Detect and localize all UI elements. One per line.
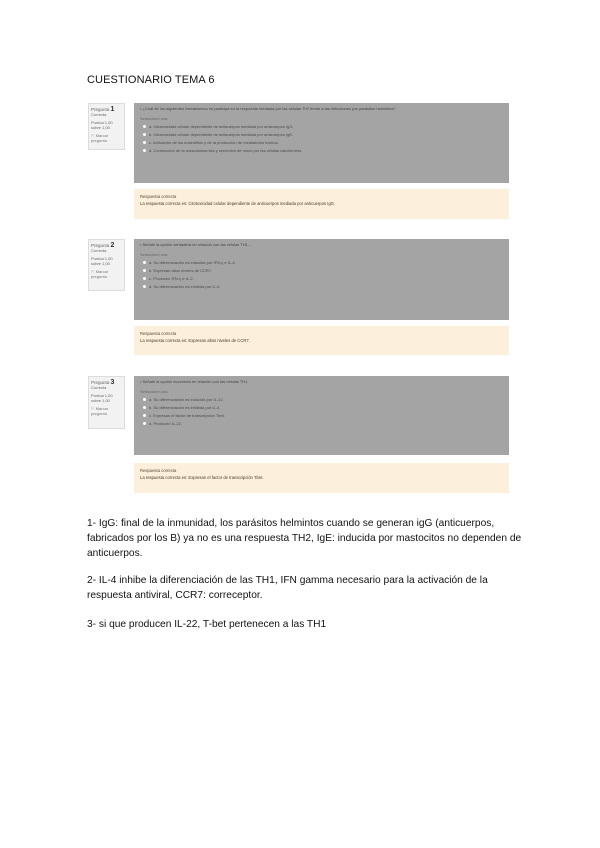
answer-explanation-1: 1- IgG: final de la inmunidad, los parásitos helmintos cuando se generan igG (anticuerpos, fabricados por los B) ya no es una respuesta TH2, IgE: inducida por mastocitos no dependen de anticuerpos. — [87, 518, 522, 559]
answer-option[interactable]: d. Su diferenciación es inhibida por IL-4. — [140, 284, 503, 289]
question-prompt: Seleccione una: — [140, 252, 169, 257]
flag-icon: ⚐ — [91, 406, 95, 411]
question-text: • ¿Cuál de los siguientes mecanismos no participa en la respuesta mediada por las células Th2 frente a las infecciones por parásitos helmintos? — [140, 106, 396, 111]
radio-button[interactable] — [143, 133, 146, 136]
answer-option[interactable]: a. Citotoxicidad celular dependiente de anticuerpos mediada por anticuerpos IgG. — [140, 124, 503, 129]
answer-option[interactable]: a. Su diferenciación es inducida por IFN-γ e IL-4. — [140, 260, 503, 265]
feedback-box — [134, 463, 509, 493]
flag-question-button[interactable]: ⚐ Marcar pregunta — [91, 269, 109, 279]
radio-button[interactable] — [143, 125, 146, 128]
feedback-box — [134, 326, 509, 355]
answer-option[interactable]: d. Producen IL-22. — [140, 421, 503, 426]
feedback-label: Respuesta correcta — [140, 194, 177, 199]
question-content — [134, 376, 509, 455]
question-number: Pregunta 1 — [91, 106, 115, 113]
radio-button[interactable] — [143, 406, 146, 409]
flag-question-button[interactable]: ⚐ Marcar pregunta — [91, 406, 109, 416]
answer-explanation-2: 2- IL-4 inhibe la diferenciación de las TH1, IFN gamma necesario para la activación de la respuesta antiviral, CCR7: correceptor. — [87, 575, 488, 601]
question-info — [88, 239, 125, 291]
radio-button[interactable] — [143, 398, 146, 401]
feedback-label: Respuesta correcta — [140, 468, 177, 473]
feedback-answer: La respuesta correcta es: Expresan altos niveles de CCR7. — [140, 338, 250, 343]
feedback-box — [134, 189, 509, 219]
question-prompt: Seleccione una: — [140, 116, 169, 121]
question-status: Correcta — [91, 112, 107, 117]
feedback-answer: La respuesta correcta es: Expresan el factor de transcripción Tbet. — [140, 475, 264, 480]
question-number: Pregunta 2 — [91, 242, 115, 249]
radio-button[interactable] — [143, 149, 146, 152]
question-prompt: Seleccione una: — [140, 389, 169, 394]
answer-option[interactable]: b. Citotoxicidad celular dependiente de anticuerpos mediada por anticuerpos IgE. — [140, 132, 503, 137]
answer-option[interactable]: a. Su diferenciación es inducida por IL-12. — [140, 397, 503, 402]
answer-explanation-3: 3- si que producen IL-22, T-bet pertenecen a las TH1 — [87, 619, 327, 630]
radio-button[interactable] — [143, 277, 146, 280]
question-status: Correcta — [91, 248, 107, 253]
page-title: CUESTIONARIO TEMA 6 — [87, 74, 215, 86]
answer-option[interactable]: d. Contracción de la musculatura lisa y secreción de moco por las células caliciformes. — [140, 148, 503, 153]
radio-button[interactable] — [143, 261, 146, 264]
question-info — [88, 376, 125, 429]
question-content — [134, 239, 509, 320]
question-score: Puntúa 1,00 sobre 1,00 — [91, 393, 113, 403]
feedback-label: Respuesta correcta — [140, 331, 177, 336]
flag-icon: ⚐ — [91, 269, 95, 274]
flag-question-button[interactable]: ⚐ Marcar pregunta — [91, 133, 109, 143]
question-info — [88, 103, 125, 150]
answer-option[interactable]: c. Producen IFN-γ e IL-2. — [140, 276, 503, 281]
question-content — [134, 103, 509, 183]
question-number: Pregunta 3 — [91, 379, 115, 386]
radio-button[interactable] — [143, 269, 146, 272]
radio-button[interactable] — [143, 422, 146, 425]
radio-button[interactable] — [143, 414, 146, 417]
question-text: • Señale la opción verdadera en relación con las células TH1... — [140, 242, 252, 247]
quiz-question-1 — [88, 103, 509, 220]
quiz-question-3 — [88, 376, 509, 494]
question-score: Puntúa 1,00 sobre 1,00 — [91, 120, 113, 130]
feedback-answer: La respuesta correcta es: Citotoxicidad celular dependiente de anticuerpos mediada por anticuerpos IgG. — [140, 201, 336, 206]
answer-option[interactable]: b. Su diferenciación es inhibida por IL-4. — [140, 405, 503, 410]
question-status: Correcta — [91, 385, 107, 390]
answer-option[interactable]: b. Expresan altos niveles de CCR7. — [140, 268, 503, 273]
answer-option[interactable]: c. Expresan el factor de transcripción Tbet. — [140, 413, 503, 418]
radio-button[interactable] — [143, 141, 146, 144]
answer-option[interactable]: c. Activación de los eosinófilos y de la producción de mediadores tóxicos. — [140, 140, 503, 145]
radio-button[interactable] — [143, 285, 146, 288]
question-score: Puntúa 1,00 sobre 1,00 — [91, 256, 113, 266]
flag-icon: ⚐ — [91, 133, 95, 138]
quiz-question-2 — [88, 239, 509, 355]
question-text: • Señale la opción incorrecta en relación con las células TH1. — [140, 379, 249, 384]
